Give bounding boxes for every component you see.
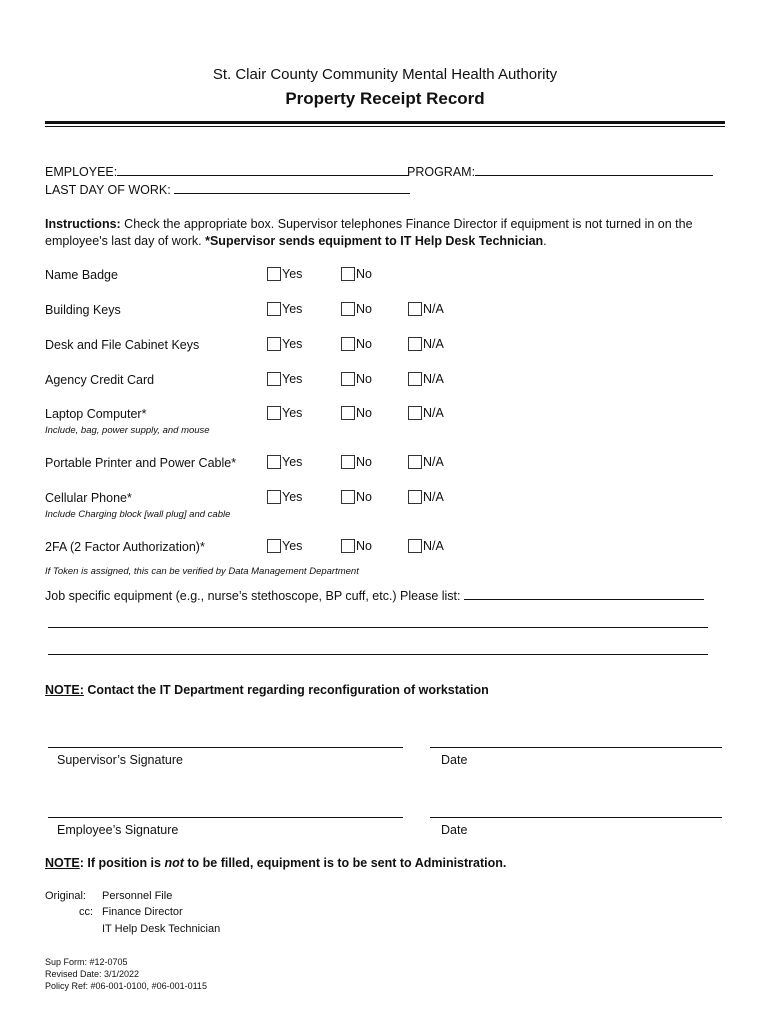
item-note: Include Charging block [wall plug] and cable <box>45 509 231 520</box>
checkbox-label: No <box>356 372 372 386</box>
program-line[interactable] <box>475 164 713 176</box>
checkbox-label: Yes <box>282 267 303 281</box>
checkbox-label: No <box>356 302 372 316</box>
checkbox-box[interactable] <box>341 455 355 469</box>
checkbox-box[interactable] <box>267 490 281 504</box>
instructions-bold: *Supervisor sends equipment to IT Help Desk Technician <box>205 234 544 248</box>
last-day-field[interactable] <box>45 182 410 197</box>
checkbox-label: Yes <box>282 302 303 316</box>
cc-label: cc: <box>79 906 94 918</box>
admin-note-text-b: to be filled, equipment is to be sent to Administration. <box>183 856 507 870</box>
checkbox-no[interactable] <box>341 455 372 469</box>
item-note: Include, bag, power supply, and mouse <box>45 425 210 436</box>
checkbox-label: No <box>356 337 372 351</box>
checkbox-label: N/A <box>423 455 444 469</box>
checkbox-label: No <box>356 455 372 469</box>
checkbox-box[interactable] <box>341 406 355 420</box>
footer-form-number: Sup Form: #12-0705 <box>45 957 128 967</box>
checkbox-label: N/A <box>423 490 444 504</box>
checkbox-no[interactable] <box>341 337 372 351</box>
checkbox-box[interactable] <box>341 372 355 386</box>
last-day-line[interactable] <box>174 182 410 194</box>
checkbox-box[interactable] <box>267 455 281 469</box>
organization-name: St. Clair County Community Mental Health Authority <box>212 66 558 83</box>
checkbox-yes[interactable] <box>267 267 302 281</box>
admin-note <box>45 856 506 870</box>
checkbox-label: No <box>356 490 372 504</box>
checkbox-label: N/A <box>423 302 444 316</box>
checkbox-box[interactable] <box>267 302 281 316</box>
checkbox-label: Yes <box>282 406 303 420</box>
checkbox-box[interactable] <box>408 539 422 553</box>
checkbox-box[interactable] <box>341 302 355 316</box>
item-label: Laptop Computer* <box>45 407 147 421</box>
checkbox-na[interactable] <box>408 302 444 316</box>
checkbox-yes[interactable] <box>267 455 302 469</box>
checkbox-no[interactable] <box>341 267 372 281</box>
item-label: Portable Printer and Power Cable* <box>45 456 237 470</box>
last-day-label: LAST DAY OF WORK: <box>45 183 171 197</box>
checkbox-box[interactable] <box>267 337 281 351</box>
checkbox-na[interactable] <box>408 539 444 553</box>
employee-signature-line[interactable] <box>48 817 403 818</box>
checkbox-box[interactable] <box>408 372 422 386</box>
checkbox-yes[interactable] <box>267 539 302 553</box>
checkbox-box[interactable] <box>341 490 355 504</box>
original-label: Original: <box>45 890 86 902</box>
checkbox-box[interactable] <box>408 490 422 504</box>
job-equipment-line[interactable] <box>464 588 704 600</box>
checkbox-na[interactable] <box>408 490 444 504</box>
instructions-end: . <box>543 234 547 248</box>
checkbox-yes[interactable] <box>267 337 302 351</box>
checkbox-box[interactable] <box>408 337 422 351</box>
employee-line[interactable] <box>117 164 409 176</box>
item-label: Desk and File Cabinet Keys <box>45 338 200 352</box>
job-equipment-field[interactable] <box>45 588 704 603</box>
checkbox-yes[interactable] <box>267 490 302 504</box>
token-note: If Token is assigned, this can be verified by Data Management Department <box>45 566 359 577</box>
employee-signature-label: Employee’s Signature <box>57 823 179 837</box>
checkbox-box[interactable] <box>267 267 281 281</box>
checkbox-label: N/A <box>423 337 444 351</box>
checkbox-label: N/A <box>423 539 444 553</box>
supervisor-signature-line[interactable] <box>48 747 403 748</box>
it-note-text: Contact the IT Department regarding reconfiguration of workstation <box>83 683 489 697</box>
original-value: Personnel File <box>102 890 173 902</box>
employee-date-label: Date <box>441 823 468 837</box>
it-note-lead: NOTE: <box>45 683 84 697</box>
admin-note-emph: not <box>164 856 184 870</box>
cc-it: IT Help Desk Technician <box>102 923 221 935</box>
checkbox-no[interactable] <box>341 406 372 420</box>
checkbox-no[interactable] <box>341 372 372 386</box>
checkbox-label: N/A <box>423 406 444 420</box>
supervisor-date-line[interactable] <box>430 747 722 748</box>
instructions-lead: Instructions: <box>45 217 121 231</box>
checkbox-label: Yes <box>282 337 303 351</box>
employee-date-line[interactable] <box>430 817 722 818</box>
checkbox-label: Yes <box>282 455 303 469</box>
item-label: Building Keys <box>45 303 121 317</box>
checkbox-no[interactable] <box>341 490 372 504</box>
checkbox-label: Yes <box>282 490 303 504</box>
admin-note-lead: NOTE <box>45 856 80 870</box>
supervisor-signature-label: Supervisor’s Signature <box>57 753 183 767</box>
employee-label: EMPLOYEE: <box>45 165 118 179</box>
checkbox-no[interactable] <box>341 302 372 316</box>
checkbox-yes[interactable] <box>267 302 302 316</box>
header-rule-thick <box>45 121 725 124</box>
instructions <box>45 216 725 250</box>
instructions-text: Check the appropriate box. Supervisor telephones Finance Director if equipment is not turned in on the employee's last day of work. <box>45 217 693 248</box>
checkbox-box[interactable] <box>267 372 281 386</box>
job-equipment-line-2[interactable] <box>48 627 708 628</box>
checkbox-na[interactable] <box>408 455 444 469</box>
checkbox-na[interactable] <box>408 337 444 351</box>
job-equipment-label: Job specific equipment (e.g., nurse’s stethoscope, BP cuff, etc.) Please list: <box>45 589 461 603</box>
checkbox-yes[interactable] <box>267 406 302 420</box>
item-label: Cellular Phone* <box>45 491 132 505</box>
item-label: 2FA (2 Factor Authorization)* <box>45 540 205 554</box>
checkbox-box[interactable] <box>408 302 422 316</box>
job-equipment-line-3[interactable] <box>48 654 708 655</box>
cc-finance: Finance Director <box>102 906 183 918</box>
admin-note-text-a: : If position is <box>79 856 165 870</box>
footer-revised-date: Revised Date: 3/1/2022 <box>45 969 140 979</box>
supervisor-date-label: Date <box>441 753 468 767</box>
form-title: Property Receipt Record <box>285 89 485 108</box>
checkbox-label: Yes <box>282 372 303 386</box>
checkbox-label: N/A <box>423 372 444 386</box>
checkbox-na[interactable] <box>408 406 444 420</box>
checkbox-box[interactable] <box>341 337 355 351</box>
checkbox-box[interactable] <box>267 406 281 420</box>
program-label: PROGRAM: <box>407 165 476 179</box>
checkbox-label: No <box>356 406 372 420</box>
item-label: Name Badge <box>45 268 118 282</box>
checkbox-box[interactable] <box>341 539 355 553</box>
checkbox-label: No <box>356 539 372 553</box>
checkbox-na[interactable] <box>408 372 444 386</box>
checkbox-box[interactable] <box>341 267 355 281</box>
checkbox-box[interactable] <box>267 539 281 553</box>
it-note <box>45 683 489 697</box>
checkbox-no[interactable] <box>341 539 372 553</box>
checkbox-label: Yes <box>282 539 303 553</box>
checkbox-yes[interactable] <box>267 372 302 386</box>
program-field[interactable] <box>407 164 713 179</box>
checkbox-label: No <box>356 267 372 281</box>
checkbox-box[interactable] <box>408 406 422 420</box>
employee-field[interactable] <box>45 164 409 179</box>
checkbox-box[interactable] <box>408 455 422 469</box>
item-label: Agency Credit Card <box>45 373 155 387</box>
header-rule-thin <box>45 126 725 127</box>
footer-policy-ref: Policy Ref: #06-001-0100, #06-001-0115 <box>45 981 207 991</box>
